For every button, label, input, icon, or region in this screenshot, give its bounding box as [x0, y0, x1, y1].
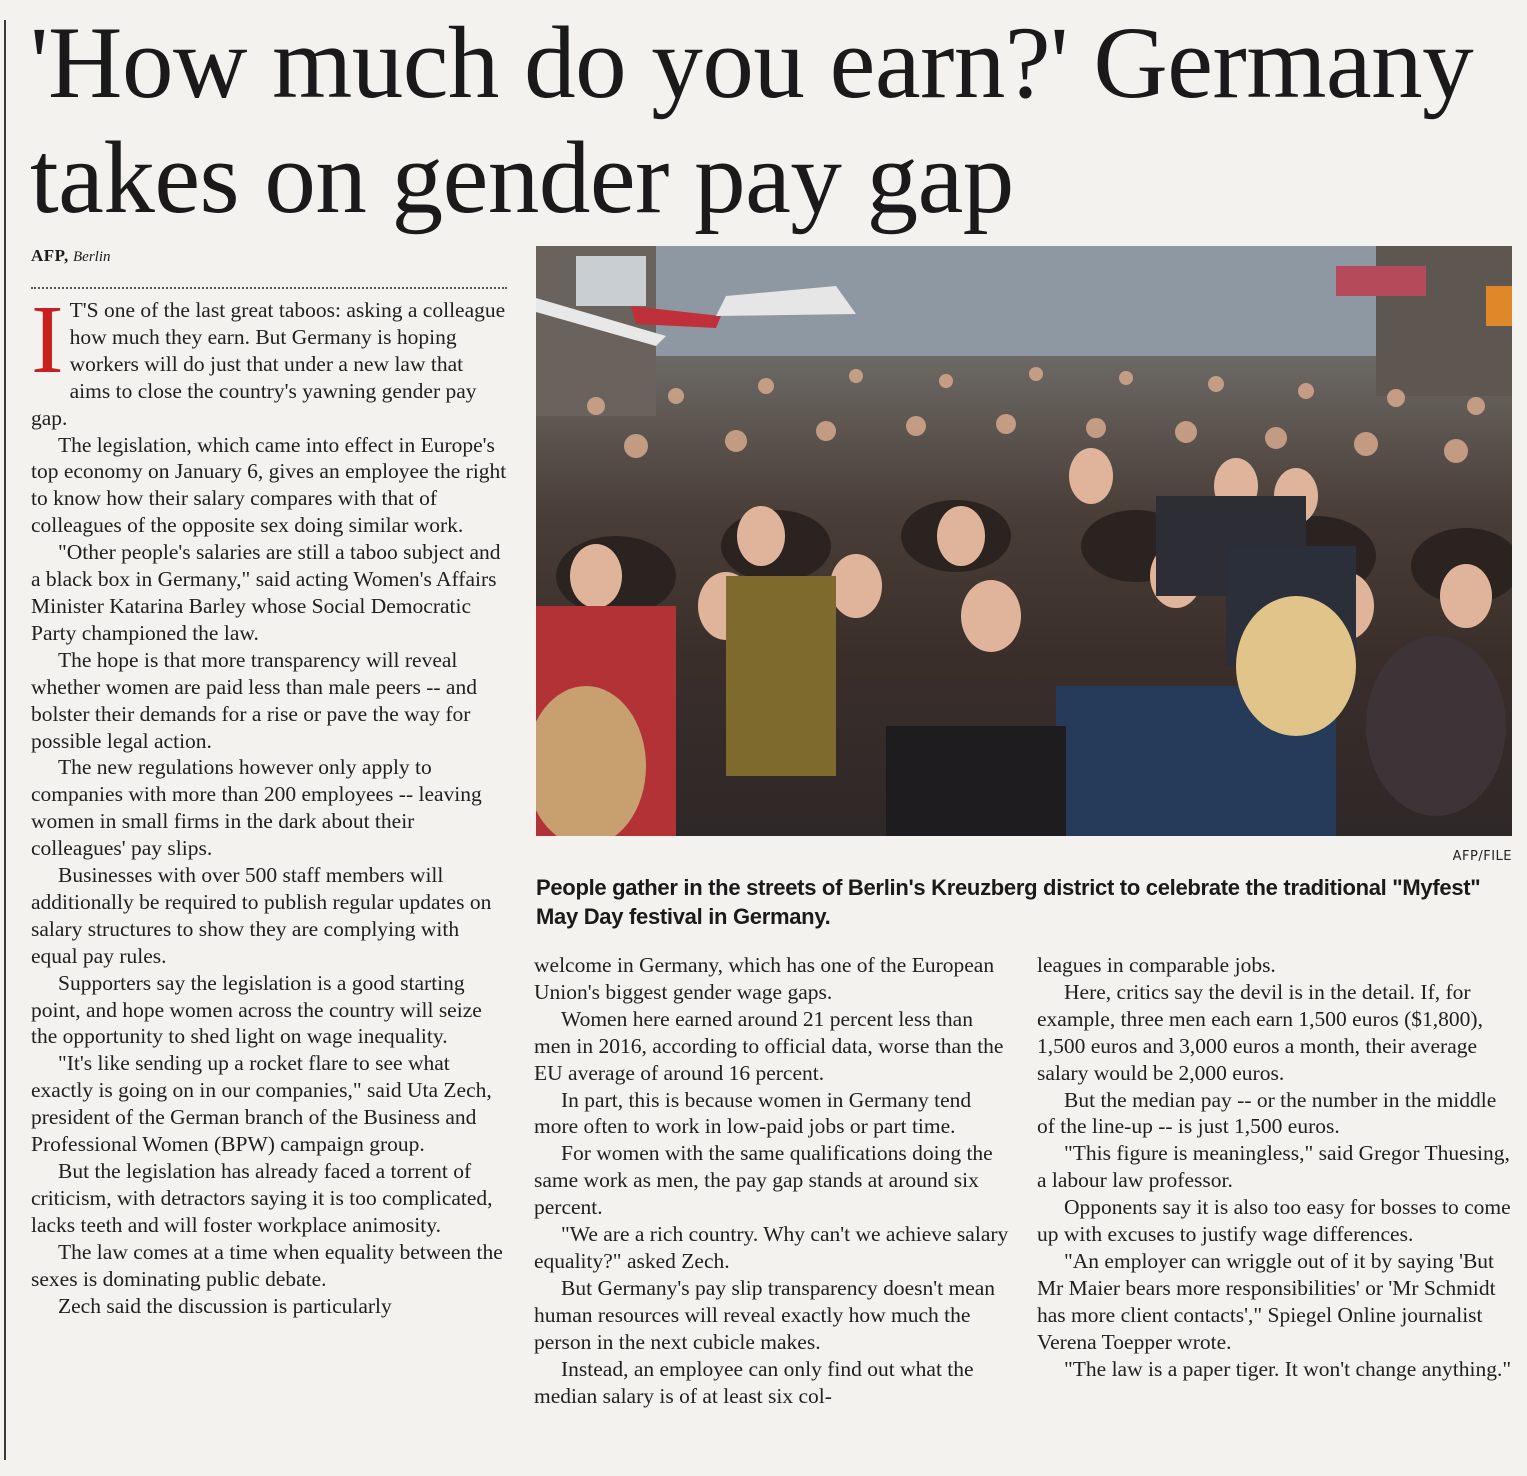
paragraph: welcome in Germany, which has one of the European Union's biggest gender wage gaps.: [534, 953, 995, 1004]
paragraph: The legislation, which came into effect in Europe's top economy on January 6, gives an employee the right to know how their salary compares with that of colleagues of the opposite sex doing similar work.: [31, 432, 507, 538]
byline-city: Berlin: [73, 249, 111, 265]
paragraph: In part, this is because women in Germany tend more often to work in low-paid jobs or part time.: [534, 1087, 972, 1139]
paragraph: The new regulations however only apply to companies with more than 200 employees -- leaving women in small firms in the dark about their colleagues' pay slips.: [31, 755, 482, 861]
paragraph: The hope is that more transparency will reveal whether women are paid less than male peers -- and bolster their demands for a rise or pave the way for possible legal action.: [31, 647, 477, 753]
paragraph: "The law is a paper tiger. It won't change anything.": [1064, 1356, 1512, 1381]
dotted-divider: [31, 287, 507, 289]
article-column-2: [534, 952, 1012, 1409]
article-column-3: [1037, 952, 1515, 1383]
paragraph: Women here earned around 21 percent less than men in 2016, according to official data, worse than the EU average of around 16 percent.: [534, 1006, 1004, 1085]
paragraph: "Other people's salaries are still a taboo subject and a black box in Germany," said acting Women's Affairs Minister Katarina Barley whose Social Democratic Party championed the law.: [31, 540, 501, 645]
paragraph: But the legislation has already faced a torrent of criticism, with detractors saying it is too complicated, lacks teeth and will foster workplace animosity.: [31, 1159, 493, 1237]
paragraph: "This figure is meaningless," said Gregor Thuesing, a labour law professor.: [1037, 1141, 1510, 1193]
article-column-1: [31, 286, 509, 1319]
paragraph: Zech said the discussion is particularly: [58, 1293, 392, 1318]
drop-cap: I: [31, 286, 64, 394]
photo-credit: AFP/FILE: [1452, 849, 1512, 864]
paragraph-text: T'S one of the last great taboos: asking a colleague how much they earn. But Germany is hoping workers will do just that under a new law that aims to close the country's yawning gender pay gap.: [31, 298, 506, 430]
headline: 'How much do you earn?' Germany takes on gender pay gap: [30, 6, 1474, 235]
paragraph: The law comes at a time when equality between the sexes is dominating public debate.: [31, 1239, 503, 1291]
paragraph: "An employer can wriggle out of it by saying 'But Mr Maier bears more responsibilities' or 'Mr Schmidt has more client contacts'," Spiegel Online journalist Verena Toepper wrote.: [1037, 1248, 1496, 1354]
crowd-photo-illustration: [536, 246, 1512, 836]
paragraph: But the median pay -- or the number in the middle of the line-up -- is just 1,500 euros.: [1037, 1087, 1497, 1139]
paragraph: [31, 286, 509, 432]
paragraph: Businesses with over 500 staff members will additionally be required to publish regular updates on salary structures to show they are complying with equal pay rules.: [31, 863, 492, 968]
paragraph: Instead, an employee can only find out what the median salary is of at least six col-: [534, 1356, 974, 1408]
paragraph: Here, critics say the devil is in the detail. If, for example, three men each earn 1,500 euros ($1,800), 1,500 euros and 3,000 euros a month, their average salary would be 2,000 euros.: [1037, 979, 1483, 1085]
byline: [31, 246, 111, 266]
paragraph: For women with the same qualifications doing the same work as men, the pay gap stands at around six percent.: [534, 1141, 993, 1220]
paragraph: Supporters say the legislation is a good starting point, and hope women across the country will seize the opportunity to shed light on wage inequality.: [31, 970, 482, 1049]
paragraph: But Germany's pay slip transparency doesn't mean human resources will reveal exactly how much the person in the next cubicle makes.: [534, 1275, 996, 1354]
paragraph: "It's like sending up a rocket flare to see what exactly is going on in our companies," said Uta Zech, president of the German branch of the Business and Professional Women (BPW) campaign group.: [31, 1051, 492, 1157]
paragraph: "We are a rich country. Why can't we achieve salary equality?" asked Zech.: [534, 1222, 1009, 1273]
paragraph: Opponents say it is also too easy for bosses to come up with excuses to justify wage differences.: [1037, 1195, 1511, 1247]
photo-caption: People gather in the streets of Berlin's Kreuzberg district to celebrate the traditional "Myfest" May Day festival in Germany.: [536, 875, 1481, 929]
crowd-photo: [536, 246, 1512, 836]
column-rule: [4, 20, 6, 1460]
paragraph: leagues in comparable jobs.: [1037, 953, 1276, 977]
byline-agency: AFP,: [31, 246, 69, 265]
